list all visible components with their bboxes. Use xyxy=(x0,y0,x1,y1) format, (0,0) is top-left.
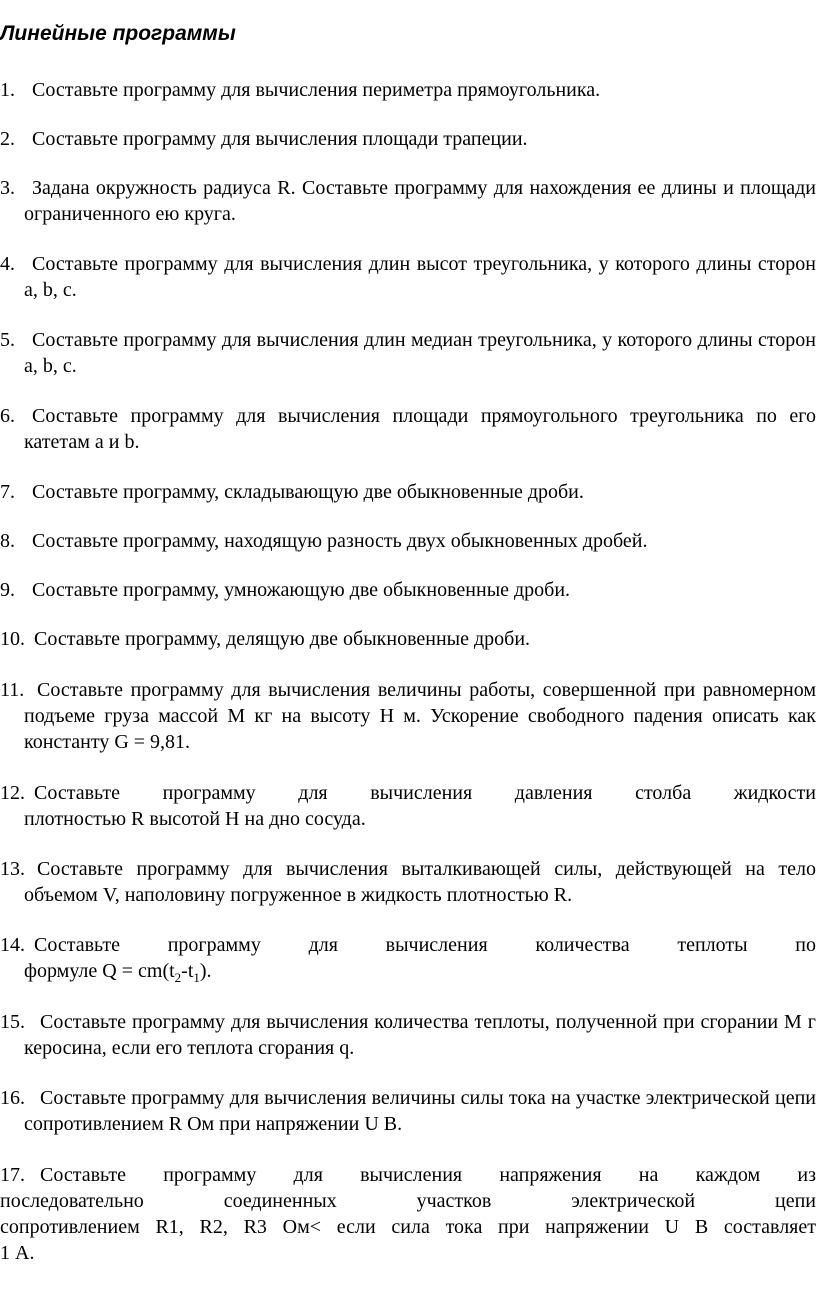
formula-subscript-1: 1 xyxy=(193,970,200,985)
page-title: Линейные программы xyxy=(0,22,236,45)
item-text: Составьте программу для вычисления количества теплоты, полученной при сгорании М г керосина, если его теплота сгорания q. xyxy=(24,1011,816,1059)
item-text-line-1: Составьте программу для вычисления количества теплоты по xyxy=(34,934,816,956)
item-text-line-1: Составьте программу для вычисления напряжения на каждом из xyxy=(40,1164,816,1186)
formula-prefix: формуле Q = cm(t xyxy=(24,960,175,982)
item-text-line-3: сопротивлением R1, R2, R3 Ом< если сила тока при напряжении U В составляет xyxy=(0,1216,816,1238)
list-item xyxy=(0,175,816,227)
list-item xyxy=(0,677,816,755)
item-text: Составьте программу для вычисления площади прямоугольного треугольника по его катетам a и b. xyxy=(24,405,816,453)
item-text: Составьте программу, делящую две обыкновенные дроби. xyxy=(34,628,531,650)
item-number: 10. xyxy=(0,628,25,650)
item-number: 15. xyxy=(0,1011,25,1033)
formula-mid: -t xyxy=(181,960,194,982)
item-text-line-2: плотностью R высотой H на дно сосуда. xyxy=(24,808,366,830)
item-text: Составьте программу, складывающую две обыкновенные дроби. xyxy=(32,481,584,503)
item-text: Составьте программу для вычисления величины работы, совершенной при равномерном подъеме груза массой М кг на высоту Н м. Ускорение свободного падения описать как константу G = 9,81. xyxy=(24,679,816,753)
item-number: 3. xyxy=(0,177,15,199)
item-number: 2. xyxy=(0,128,15,150)
formula-subscript-2: 2 xyxy=(174,970,182,985)
list-item xyxy=(0,780,816,832)
item-number: 13. xyxy=(0,858,25,880)
item-text: Составьте программу для вычисления площади трапеции. xyxy=(32,128,528,150)
item-formula xyxy=(24,958,816,991)
item-number: 4. xyxy=(0,253,15,275)
list-item xyxy=(0,577,816,603)
item-number: 8. xyxy=(0,530,15,552)
list-item xyxy=(0,1009,816,1061)
item-number: 17. xyxy=(0,1164,25,1186)
item-number: 12. xyxy=(0,782,25,804)
list-item xyxy=(0,327,816,379)
item-text: Составьте программу, находящую разность двух обыкновенных дробей. xyxy=(32,530,648,552)
item-number: 11. xyxy=(0,679,25,701)
item-text-line-4: 1 А. xyxy=(0,1242,35,1264)
list-item xyxy=(0,479,816,505)
item-text: Составьте программу для вычисления длин медиан треугольника, у которого длины сторон a, b, c. xyxy=(24,329,816,377)
item-text: Составьте программу, умножающую две обыкновенные дроби. xyxy=(32,579,571,601)
item-number: 14. xyxy=(0,934,25,956)
item-text: Составьте программу для вычисления длин высот треугольника, у которого длины сторон a, b, c. xyxy=(24,253,816,301)
list-item xyxy=(0,528,816,554)
item-text: Задана окружность радиуса R. Составьте программу для нахождения ее длины и площади ограниченного ею круга. xyxy=(24,177,816,225)
list-item xyxy=(0,251,816,303)
item-number: 7. xyxy=(0,481,15,503)
list-item xyxy=(0,932,816,991)
list-item xyxy=(0,77,816,103)
item-text: Составьте программу для вычисления периметра прямоугольника. xyxy=(32,79,601,101)
item-text: Составьте программу для вычисления величины силы тока на участке электрической цепи сопротивлением R Ом при напряжении U В. xyxy=(24,1087,816,1135)
list-item xyxy=(0,1162,816,1266)
item-number: 9. xyxy=(0,579,15,601)
item-text-line-2: последовательно соединенных участков электрической цепи xyxy=(0,1190,816,1212)
item-text: Составьте программу для вычисления выталкивающей силы, действующей на тело объемом V, наполовину погруженное в жидкость плотностью R. xyxy=(24,858,816,906)
item-number: 6. xyxy=(0,405,15,427)
list-item xyxy=(0,626,816,652)
list-item xyxy=(0,856,816,908)
list-item xyxy=(0,403,816,455)
item-number: 16. xyxy=(0,1087,25,1109)
list-item xyxy=(0,126,816,152)
list-item xyxy=(0,1085,816,1137)
formula-suffix: ). xyxy=(199,960,212,982)
item-text-line-1: Составьте программу для вычисления давления столба жидкости xyxy=(34,782,816,804)
item-number: 5. xyxy=(0,329,15,351)
item-number: 1. xyxy=(0,79,15,101)
